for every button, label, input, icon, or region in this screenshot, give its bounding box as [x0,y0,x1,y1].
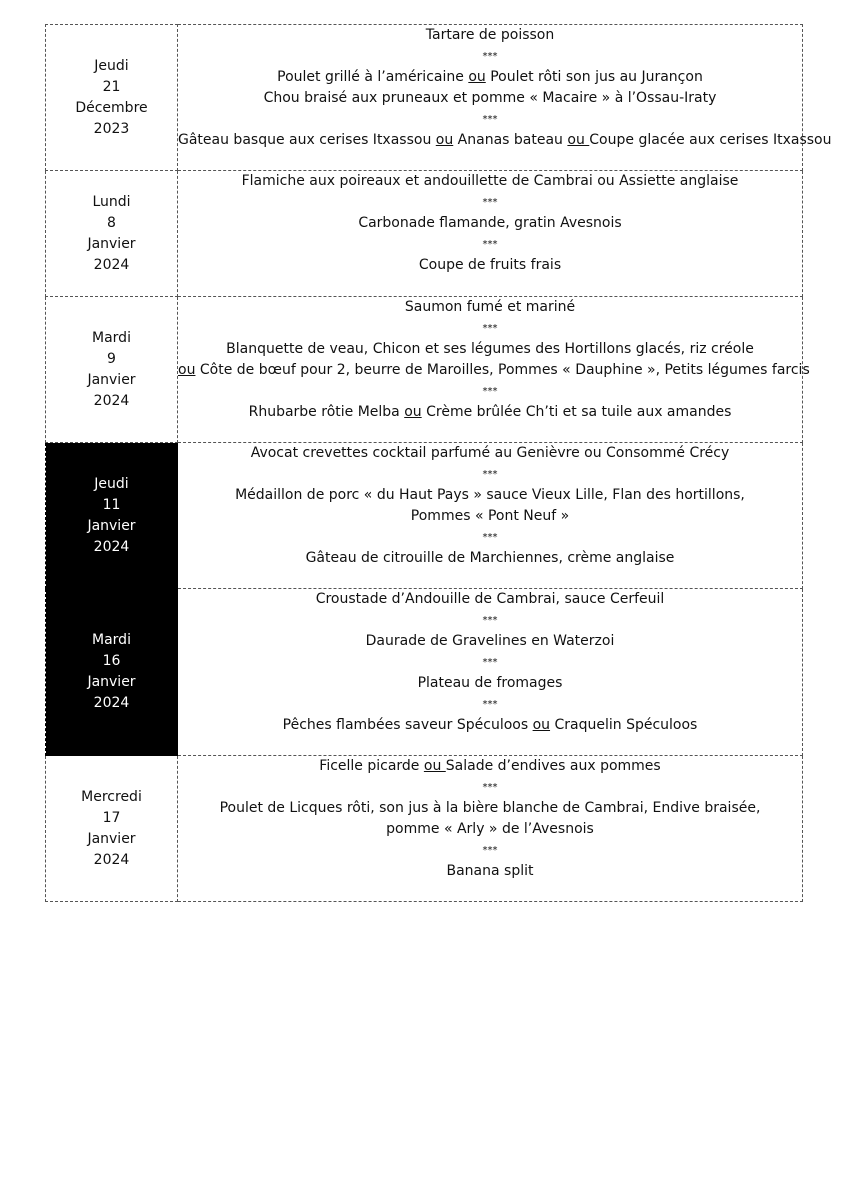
dish-line [178,171,802,192]
dish-line [178,213,802,234]
date-month: Janvier [87,371,136,388]
dish-text: Avocat crevettes cocktail parfumé au Genièvre ou Consommé Crécy [250,445,730,461]
course-separator: *** [482,197,498,208]
dish-text: Gâteau basque aux cerises Itxassou [178,132,436,148]
date-weekday: Jeudi [94,475,129,492]
dish-text: Chou braisé aux pruneaux et pomme « Macaire » à l’Ossau-Iraty [263,90,717,106]
dish-text: Banana split [446,863,534,879]
dish-line [178,798,802,819]
dish-text: Saumon fumé et mariné [404,299,576,315]
dish-line [178,548,802,569]
dish-text: Flamiche aux poireaux et andouillette de Cambrai ou Assiette anglaise [241,173,739,189]
dish-cell [178,297,810,443]
menu-row [46,756,803,902]
menu-row [46,589,803,756]
dish-cell [178,756,803,902]
dish-line [178,360,810,381]
menu-body [46,25,832,902]
course-separator: *** [482,51,498,62]
dish-line [178,819,802,840]
date-cell [46,756,178,902]
date-weekday: Jeudi [94,57,129,74]
date-month: Janvier [87,235,136,252]
dish-text: Plateau de fromages [417,675,563,691]
date-weekday: Lundi [92,193,131,210]
date-month: Janvier [87,674,136,690]
or-connector: ou [178,362,196,378]
date-day: 17 [102,809,121,826]
dish-text: Coupe de fruits frais [418,257,562,273]
dish-text: Croustade d’Andouille de Cambrai, sauce Cerfeuil [315,591,665,607]
date-year: 2024 [93,256,130,273]
or-connector: ou [532,717,551,733]
dish-line [178,255,802,276]
date-cell [46,171,178,297]
course-separator: *** [482,782,498,793]
dish-text: Blanquette de veau, Chicon et ses légumes des Hortillons glacés, riz créole [226,341,754,357]
menu-row [46,171,803,297]
date-cell [46,25,178,171]
dish-text: Ficelle picarde [319,758,424,774]
dish-line [178,861,802,882]
or-connector: ou [423,758,446,774]
dish-text: Pêches flambées saveur Spéculoos [282,717,533,733]
date-month: Décembre [75,99,148,116]
date-weekday: Mercredi [81,788,142,805]
course-separator: *** [482,657,498,668]
dish-text: Coupe glacée aux cerises Itxassou [589,132,832,148]
date-year: 2024 [93,851,130,868]
course-separator: *** [482,532,498,543]
dish-text: Médaillon de porc « du Haut Pays » sauce Vieux Lille, Flan des hortillons, [235,487,745,503]
date-cell [46,589,178,756]
course-separator: *** [482,323,498,334]
date-month: Janvier [87,517,136,534]
or-connector: ou [404,404,422,420]
dish-line [178,130,832,151]
course-separator: *** [482,699,498,710]
course-separator: *** [482,239,498,250]
dish-text: pomme « Arly » de l’Avesnois [386,821,594,837]
dish-text: Poulet de Licques rôti, son jus à la bière blanche de Cambrai, Endive braisée, [219,800,761,816]
dish-line [178,631,802,652]
dish-text: Gâteau de citrouille de Marchiennes, crème anglaise [305,550,675,566]
menu-row [46,297,803,443]
dish-line [178,673,802,694]
or-connector: ou [435,132,454,148]
date-cell [46,443,178,589]
dish-line [178,402,802,423]
dish-text: Tartare de poisson [425,27,555,43]
date-year: 2024 [93,392,130,409]
course-separator: *** [482,615,498,626]
date-weekday: Mardi [92,632,131,648]
course-separator: *** [482,845,498,856]
or-connector: ou [468,69,486,85]
dish-text: Rhubarbe rôtie Melba [248,404,405,420]
dish-cell [178,589,803,756]
dish-text: Carbonade flamande, gratin Avesnois [358,215,622,231]
dish-cell [178,443,803,589]
course-separator: *** [482,386,498,397]
dish-line [178,715,802,736]
dish-text: Craquelin Spéculoos [550,717,698,733]
dish-line [178,756,802,777]
dish-text: Crème brûlée Ch’ti et sa tuile aux amandes [421,404,732,420]
date-day: 16 [102,653,121,669]
dish-text: Pommes « Pont Neuf » [410,508,570,524]
dish-line [178,339,802,360]
course-separator: *** [482,469,498,480]
dish-text: Ananas bateau [453,132,568,148]
dish-cell [178,171,803,297]
date-cell [46,297,178,443]
date-day: 21 [102,78,121,95]
dish-line [178,67,802,88]
dish-text: Daurade de Gravelines en Waterzoi [365,633,615,649]
dish-text: Poulet rôti son jus au Jurançon [485,69,703,85]
menu-row [46,25,803,171]
menu-row [46,443,803,589]
dish-line [178,88,802,109]
date-weekday: Mardi [92,329,131,346]
date-year: 2024 [93,538,130,555]
dish-line [178,443,802,464]
dish-line [178,485,802,506]
dish-line [178,297,802,318]
date-year: 2023 [93,120,130,137]
date-month: Janvier [87,830,136,847]
menu-table [45,24,832,902]
dish-line [178,589,802,610]
dish-text: Poulet grillé à l’américaine [277,69,469,85]
or-connector: ou [567,132,590,148]
dish-cell [178,25,832,171]
dish-line [178,506,802,527]
date-day: 8 [107,214,116,231]
dish-line [178,25,802,46]
date-day: 11 [102,496,121,513]
date-day: 9 [107,350,116,367]
course-separator: *** [482,114,498,125]
dish-text: Salade d’endives aux pommes [445,758,661,774]
dish-text: Côte de bœuf pour 2, beurre de Maroilles, Pommes « Dauphine », Petits légumes farcis [195,362,810,378]
date-year: 2024 [93,695,130,711]
